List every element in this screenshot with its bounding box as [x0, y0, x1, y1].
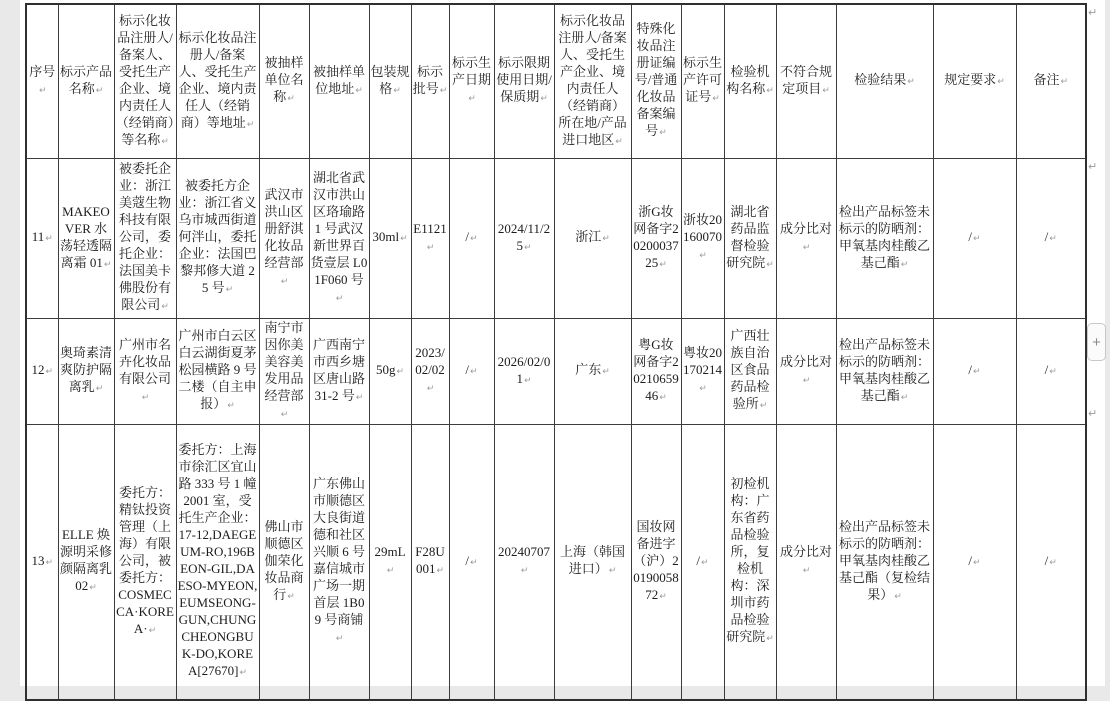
cell-end-mark: ↵: [355, 85, 363, 96]
cell-end-mark: ↵: [287, 591, 295, 602]
cell-text: ELLE 焕源明采修颜隔离乳 02: [59, 527, 112, 594]
cell-text: /: [968, 362, 973, 377]
table-cell[interactable]: [836, 424, 933, 700]
cell-end-mark: ↵: [470, 557, 478, 568]
cell-end-mark: ↵: [802, 375, 811, 386]
cell-end-mark: ↵: [439, 85, 448, 96]
cell-end-mark: ↵: [426, 384, 435, 394]
cell-end-mark: ↵: [470, 234, 478, 244]
cell-text: 湖北省武汉市洪山区珞瑜路 1 号武汉新世界百货壹层 L01F060 号: [310, 169, 368, 287]
cell-text: /: [1044, 229, 1049, 244]
table-cell[interactable]: [494, 318, 554, 424]
table-cell[interactable]: [176, 424, 259, 700]
header-label: 序号: [29, 63, 56, 79]
cell-text: 成分比对: [779, 220, 832, 236]
cell-text: 2024/11/25: [497, 220, 551, 253]
cell-text: 50g: [375, 362, 396, 377]
cell-text: /: [465, 552, 470, 568]
cell-end-mark: ↵: [280, 409, 289, 420]
table-row: [26, 318, 1086, 424]
cell-text: 广州市名卉化妆品有限公司: [118, 336, 171, 386]
cell-text: 湖北省药品监督检验研究院: [726, 203, 770, 270]
table-cell[interactable]: [411, 318, 449, 424]
cell-text: 2023/02/02: [415, 345, 445, 377]
table-cell[interactable]: [259, 318, 309, 424]
table-cell[interactable]: [554, 424, 631, 700]
cell-text: 广西壮族自治区食品药品检验所: [730, 328, 770, 411]
cell-text: E1121: [413, 220, 447, 236]
cell-end-mark: ↵: [103, 259, 112, 270]
cell-text: 被委托方企业：浙江省义乌市城西街道何泮山，委托企业：法国巴黎邦修大道 25 号: [178, 178, 257, 295]
header-cell[interactable]: [933, 4, 1016, 158]
cell-end-mark: ↵: [602, 234, 610, 244]
cell-end-mark: ↵: [470, 367, 478, 377]
cell-text: 浙江: [575, 229, 602, 244]
header-cell[interactable]: [369, 4, 411, 158]
cell-end-mark: ↵: [89, 583, 97, 594]
table-cell[interactable]: [114, 158, 176, 318]
cell-end-mark: ↵: [225, 285, 234, 295]
table-cell[interactable]: [26, 158, 58, 318]
table-row: [26, 158, 1086, 318]
header-label: 被抽样单位名称: [264, 55, 304, 105]
cell-end-mark: ↵: [973, 367, 981, 377]
cell-text: 委托方：上海市徐汇区宜山路 333 号 1 幢 2001 室，受托生产企业：17-12,DAEGEUM-RO,196BEON-GIL,DAESO-MYEON,EUMSEONG-GUN,CHUNGCHEONGBUK-DO,KOREA[27670]: [177, 442, 258, 679]
table-cell[interactable]: [411, 158, 449, 318]
header-cell[interactable]: [681, 4, 724, 158]
cell-end-mark: ↵: [400, 234, 408, 244]
cell-end-mark: ↵: [1060, 77, 1069, 88]
table-cell[interactable]: [309, 158, 369, 318]
header-label: 标示产品名称: [59, 63, 112, 96]
cell-text: 广州市白云区白云湖街夏茅松园横路 9 号二楼（自主申报）: [178, 328, 257, 411]
table-cell[interactable]: [724, 318, 776, 424]
cell-text: 粤妆20170214: [682, 345, 722, 377]
table-cell[interactable]: [724, 158, 776, 318]
cell-end-mark: ↵: [766, 259, 774, 270]
cell-end-mark: ↵: [659, 259, 667, 270]
table-cell[interactable]: [58, 158, 114, 318]
cell-text: 检出产品标签未标示的防晒剂：甲氧基肉桂酸乙基己酯（复检结果）: [838, 518, 930, 602]
table-cell[interactable]: [26, 424, 58, 700]
cell-end-mark: ↵: [900, 392, 909, 403]
table-cell[interactable]: [369, 318, 411, 424]
table-cell[interactable]: [776, 424, 836, 700]
table-cell[interactable]: [114, 318, 176, 424]
cell-end-mark: ↵: [227, 401, 235, 411]
cell-text: 佛山市顺德区伽荣化妆品商行: [264, 518, 304, 602]
cell-end-mark: ↵: [907, 77, 915, 88]
cell-text: 初检机构：广东省药品检验所，复检机构：深圳市药品检验研究院: [726, 476, 770, 645]
add-row-button[interactable]: +: [1087, 323, 1106, 361]
cell-text: 浙妆20160070: [682, 212, 722, 244]
cell-end-mark: ↵: [355, 392, 364, 403]
cell-text: 广东: [575, 362, 602, 377]
cell-end-mark: ↵: [95, 384, 104, 394]
cell-end-mark: ↵: [699, 251, 707, 261]
cell-text: /: [1044, 362, 1049, 377]
cell-text: 检出产品标签未标示的防晒剂：甲氧基肉桂酸乙基己酯: [838, 336, 930, 403]
table-cell[interactable]: [933, 158, 1016, 318]
cell-end-mark: ↵: [766, 85, 774, 96]
header-label: 标示化妆品注册人/备案人、受托生产企业、境内责任人（经销商）所在地/产品进口地区: [558, 12, 627, 147]
cell-end-mark: ↵: [246, 119, 255, 130]
cell-text: /: [968, 229, 973, 244]
header-cell[interactable]: [494, 4, 554, 158]
cell-text: 11: [31, 229, 45, 244]
cell-end-mark: ↵: [386, 566, 395, 577]
cell-text: 成分比对: [779, 353, 832, 369]
cell-end-mark: ↵: [712, 94, 720, 105]
cell-end-mark: ↵: [239, 668, 248, 679]
table-cell[interactable]: [681, 158, 724, 318]
header-label: 特殊化妆品注册证编号/普通化妆品备案编号: [634, 21, 678, 139]
cell-text: 南宁市因你美美容美发用品经营部: [264, 319, 304, 403]
header-label: 被抽样单位地址: [312, 63, 365, 96]
cell-end-mark: ↵: [1049, 367, 1057, 377]
table-cell[interactable]: [681, 424, 724, 700]
cell-end-mark: ↵: [659, 591, 667, 602]
header-label: 备注: [1033, 72, 1060, 88]
cell-text: 2026/02/01: [497, 353, 551, 386]
cell-text: 13: [31, 552, 45, 568]
header-cell[interactable]: [58, 4, 114, 158]
cell-text: 国妆网备进字（沪）2019005872: [633, 518, 679, 602]
table-cell[interactable]: [26, 318, 58, 424]
header-label: 检验机构名称: [726, 63, 770, 96]
cell-end-mark: ↵: [699, 384, 707, 394]
table-cell[interactable]: [933, 424, 1016, 700]
cell-end-mark: ↵: [436, 566, 445, 577]
cell-text: 上海（韩国进口）: [559, 544, 625, 577]
cell-text: /: [1044, 552, 1049, 568]
cell-end-mark: ↵: [468, 94, 476, 105]
header-cell[interactable]: [631, 4, 681, 158]
header-cell[interactable]: [449, 4, 494, 158]
table-cell[interactable]: [776, 318, 836, 424]
cell-end-mark: ↵: [335, 634, 344, 645]
cell-text: 浙G妆网备字2020003725: [633, 203, 679, 270]
document-page: [20, 0, 1105, 686]
cell-end-mark: ↵: [45, 557, 54, 568]
cell-text: F28U001: [415, 544, 445, 577]
cell-text: 广东佛山市顺德区大良街道德和社区兴顺 6 号嘉信城市广场一期首层 1B09 号商铺: [312, 476, 365, 628]
table-row: [26, 424, 1086, 700]
table-cell[interactable]: [776, 158, 836, 318]
table-cell[interactable]: [58, 424, 114, 700]
header-cell[interactable]: [309, 4, 369, 158]
table-cell[interactable]: [836, 318, 933, 424]
table-cell[interactable]: [1016, 318, 1086, 424]
cell-text: 成分比对: [779, 544, 832, 560]
table-cell[interactable]: [631, 158, 681, 318]
header-cell[interactable]: [176, 4, 259, 158]
cell-end-mark: ↵: [602, 367, 610, 377]
cell-end-mark: ↵: [280, 276, 289, 287]
table-cell[interactable]: [554, 158, 631, 318]
cell-end-mark: ↵: [287, 94, 295, 105]
cell-end-mark: ↵: [141, 392, 150, 403]
cell-end-mark: ↵: [45, 234, 53, 244]
table-cell[interactable]: [631, 424, 681, 700]
cell-text: 29mL: [374, 544, 406, 560]
cell-end-mark: ↵: [161, 302, 169, 312]
table-cell[interactable]: [1016, 424, 1086, 700]
cell-text: 检出产品标签未标示的防晒剂：甲氧基肉桂酸乙基己酯: [838, 203, 930, 270]
table-cell[interactable]: [724, 424, 776, 700]
cell-text: /: [696, 552, 701, 568]
header-cell[interactable]: [554, 4, 631, 158]
cell-text: MAKEOVER 水荡轻透隔离霜 01: [59, 203, 112, 270]
table-cell[interactable]: [449, 424, 494, 700]
table-cell[interactable]: [176, 158, 259, 318]
header-label: 包装规格: [370, 63, 410, 96]
header-cell[interactable]: [114, 4, 176, 158]
cell-end-mark: ↵: [973, 557, 981, 568]
cell-end-mark: ↵: [335, 293, 344, 304]
table-cell[interactable]: [554, 318, 631, 424]
cell-end-mark: ↵: [393, 85, 401, 96]
cell-text: 20240707: [498, 544, 550, 560]
cell-text: /: [465, 362, 470, 377]
table-cell[interactable]: [259, 424, 309, 700]
cell-text: 30ml: [372, 229, 400, 244]
table-cell[interactable]: [58, 318, 114, 424]
table-cell[interactable]: [309, 318, 369, 424]
table-cell[interactable]: [411, 424, 449, 700]
table-cell[interactable]: [933, 318, 1016, 424]
table-cell[interactable]: [369, 424, 411, 700]
cell-end-mark: ↵: [766, 634, 774, 645]
header-label: 检验结果: [854, 72, 907, 88]
cell-text: /: [465, 229, 470, 244]
cell-end-mark: ↵: [615, 136, 623, 147]
table-cell[interactable]: [449, 318, 494, 424]
cell-text: 广西南宁市西乡塘区唐山路 31-2 号: [312, 336, 365, 403]
cell-end-mark: ↵: [161, 136, 169, 147]
cell-text: 委托方：精钛投资管理（上海）有限公司，被委托方：COSMECCA·KOREA·: [116, 484, 174, 636]
header-cell[interactable]: [1016, 4, 1086, 158]
cell-end-mark: ↵: [523, 375, 532, 386]
table-cell[interactable]: [114, 424, 176, 700]
cell-text: 12: [31, 362, 45, 377]
table-cell[interactable]: [309, 424, 369, 700]
cell-text: /: [968, 552, 973, 568]
cell-end-mark: ↵: [659, 392, 667, 403]
cell-end-mark: ↵: [520, 566, 529, 577]
header-row: [26, 4, 1086, 158]
table-cell[interactable]: [449, 158, 494, 318]
cell-text: 被委托企业：浙江美蔻生物科技有限公司，委托企业：法国美卡佛股份有限公司: [118, 161, 171, 312]
cell-end-mark: ↵: [659, 128, 667, 139]
cell-end-mark: ↵: [540, 94, 548, 105]
table-cell[interactable]: [494, 158, 554, 318]
cell-end-mark: ↵: [148, 625, 157, 636]
cell-text: 粤G妆网备字2021065946: [633, 336, 679, 403]
cell-end-mark: ↵: [997, 77, 1005, 88]
cell-text: 武汉市洪山区册舒淇化妆品经营部: [264, 186, 304, 270]
cell-end-mark: ↵: [95, 85, 104, 96]
table-cell[interactable]: [259, 158, 309, 318]
table-cell[interactable]: [1016, 158, 1086, 318]
header-cell[interactable]: [776, 4, 836, 158]
cell-end-mark: ↵: [45, 367, 54, 377]
cell-end-mark: ↵: [900, 259, 909, 270]
header-label: 标示化妆品注册人/备案人、受托生产企业、境内责任人（经销商）等名称: [115, 12, 175, 147]
header-cell[interactable]: [411, 4, 449, 158]
cell-end-mark: ↵: [1049, 557, 1057, 568]
header-label: 标示生产日期: [451, 55, 491, 88]
inspection-table: [25, 3, 1087, 701]
cell-end-mark: ↵: [608, 566, 617, 577]
table-cell[interactable]: [176, 318, 259, 424]
header-cell[interactable]: [259, 4, 309, 158]
cell-end-mark: ↵: [1049, 234, 1057, 244]
row-end-mark: ↵: [1088, 407, 1098, 420]
cell-end-mark: ↵: [894, 591, 902, 602]
cell-end-mark: ↵: [759, 401, 768, 411]
header-label: 标示生产许可证号: [682, 55, 722, 105]
cell-end-mark: ↵: [523, 242, 532, 253]
cell-end-mark: ↵: [396, 367, 405, 377]
cell-end-mark: ↵: [802, 566, 811, 577]
table-cell[interactable]: [631, 318, 681, 424]
table-cell[interactable]: [369, 158, 411, 318]
cell-end-mark: ↵: [822, 85, 830, 96]
header-cell[interactable]: [26, 4, 58, 158]
table-cell[interactable]: [836, 158, 933, 318]
cell-end-mark: ↵: [973, 234, 981, 244]
header-cell[interactable]: [836, 4, 933, 158]
cell-end-mark: ↵: [701, 557, 709, 568]
cell-end-mark: ↵: [802, 242, 811, 253]
header-cell[interactable]: [724, 4, 776, 158]
header-label: 规定要求: [944, 72, 997, 88]
row-end-mark: ↵: [1088, 160, 1098, 173]
header-label: 不符合规定项目: [779, 63, 832, 96]
cell-end-mark: ↵: [426, 242, 435, 253]
cell-text: 奥琦素清爽防护隔离乳: [59, 345, 112, 394]
header-label: 标示化妆品注册人/备案人、受托生产企业、境内责任人（经销商）等地址: [178, 29, 257, 130]
header-label: 标示批号: [412, 63, 443, 96]
table-cell[interactable]: [681, 318, 724, 424]
header-label: 标示限期使用日期/保质期: [496, 55, 552, 105]
cell-end-mark: ↵: [38, 85, 47, 96]
row-end-mark: ↵: [1088, 6, 1098, 19]
table-cell[interactable]: [494, 424, 554, 700]
